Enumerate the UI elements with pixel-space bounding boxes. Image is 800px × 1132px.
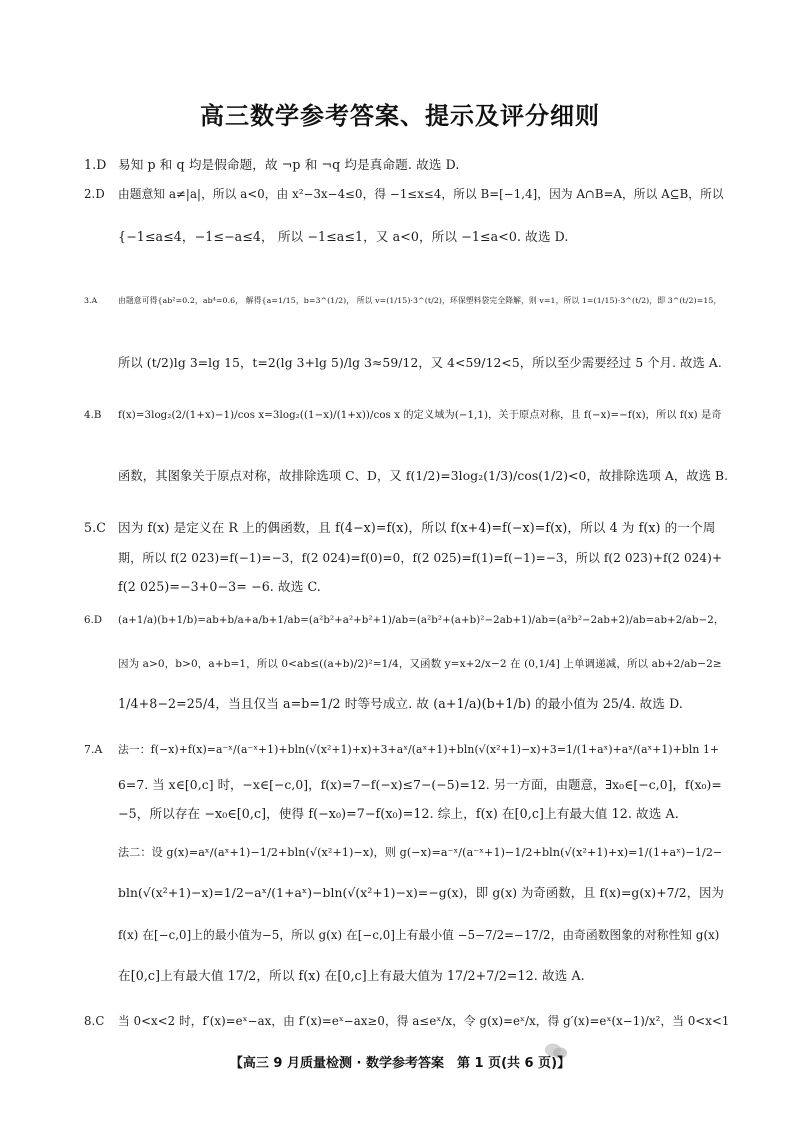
answer-line-q7a [84,741,724,759]
answer-line-q2a [84,185,724,203]
question-number: 7.A [84,743,103,756]
answer-line-q8a [84,1012,730,1030]
answer-line-q5a [84,519,724,537]
answer-line-q3a [84,292,724,310]
answer-text: 法一：f(−x)+f(x)=a⁻ˣ/(a⁻ˣ+1)+bln(√(x²+1)+x)+3+aˣ/(aˣ+1)+bln(√(x²+1)−x)+3=1/(1+aˣ)+aˣ/(aˣ+1)+bln 1+ [118,743,720,756]
question-number: 3.A [84,296,98,305]
answer-line-q1 [84,156,724,174]
answer-text: (a+1/a)(b+1/b)=ab+b/a+a/b+1/ab=(a²b²+a²+b²+1)/ab=(a²b²+(a+b)²−2ab+1)/ab=(a²b²−2ab+2)/ab=ab+2/ab−2， [118,615,725,626]
answer-line-q6b [84,655,724,673]
answer-line-q7f [84,926,724,944]
answer-text: 1/4+8−2=25/4，当且仅当 a=b=1/2 时等号成立. 故 (a+1/a)(b+1/b) 的最小值为 25/4. 故选 D. [118,696,683,711]
answer-line-q4a [84,407,724,425]
answer-text: 易知 p 和 q 均是假命题，故 ¬p 和 ¬q 均是真命题. 故选 D. [118,157,460,172]
answer-text: f(2 025)=−3+0−3= −6. 故选 C. [118,579,321,594]
answer-line-q2b [84,228,724,246]
answer-text: 由题意可得{ab²=0.2，ab⁴=0.6， 解得{a=1/15，b=3^(1/2)， 所以 v=(1/15)·3^(t/2)，环保塑料袋完全降解，则 v=1，所以 1=(1/15)·3^(t/2)，即 3^(t/2)=15， [118,296,722,305]
answer-line-q6c [84,695,724,713]
answer-text: {−1≤a≤4，−1≤−a≤4， 所以 −1≤a≤1，又 a<0，所以 −1≤a<0. 故选 D. [118,229,569,244]
answer-line-q3b [84,354,724,372]
answer-line-q7b [84,776,724,794]
answer-text: 由题意知 a≠|a|，所以 a<0，由 x²−3x−4≤0，得 −1≤x≤4，所以 B=[−1,4]，因为 A∩B=A，所以 A⊆B，所以 [118,187,724,201]
question-number: 8.C [84,1014,105,1028]
answer-text: 6=7. 当 x∈[0,c] 时，−x∈[−c,0]，f(x)=7−f(−x)≤7−(−5)=12. 另一方面，由题意，∃x₀∈[−c,0]，f(x₀)= [118,778,722,792]
answer-line-q5c [84,578,724,596]
answer-text: 函数，其图象关于原点对称，故排除选项 C、D，又 f(1/2)=3log₂(1/3)/cos(1/2)<0，故排除选项 A，故选 B. [118,469,729,483]
answer-line-q7g [84,967,724,985]
page-footer: 【高三 9 月质量检测 · 数学参考答案 第 1 页(共 6 页)】 [229,1056,571,1071]
answer-text: bln(√(x²+1)−x)=1/2−aˣ/(1+aˣ)−bln(√(x²+1)−x)=−g(x)，即 g(x) 为奇函数，且 f(x)=g(x)+7/2，因为 [118,886,724,900]
question-number: 5.C [84,520,106,535]
answer-line-q4b [84,467,729,485]
answer-text: 当 0<x<2 时，f′(x)=eˣ−ax，由 f′(x)=eˣ−ax≥0，得 a≤eˣ/x，令 g(x)=eˣ/x，得 g′(x)=eˣ(x−1)/x²，当 0<x<1 [118,1014,730,1028]
answer-text: 在[0,c]上有最大值 17/2，所以 f(x) 在[0,c]上有最大值为 17/2+7/2=12. 故选 A. [118,968,585,983]
answer-text: f(x) 在[−c,0]上的最小值为−5，所以 g(x) 在[−c,0]上有最小值 −5−7/2=−17/2，由奇函数图象的对称性知 g(x) [118,928,720,942]
page-title: 高三数学参考答案、提示及评分细则 [200,102,600,130]
answer-line-q7d [84,844,724,862]
question-number: 4.B [84,410,102,421]
answer-text: 因为 a>0，b>0，a+b=1，所以 0<ab≤((a+b)/2)²=1/4，又函数 y=x+2/x−2 在 (0,1/4] 上单调递减，所以 ab+2/ab−2≥ [118,658,722,670]
question-number: 6.D [84,615,103,626]
answer-text: f(x)=3log₂(2/(1+x)−1)/cos x=3log₂((1−x)/(1+x))/cos x 的定义域为(−1,1)，关于原点对称，且 f(−x)=−f(x)，所以 f(x) 是奇 [118,410,722,421]
question-number: 2.D [84,187,105,201]
answer-text: 法二：设 g(x)=aˣ/(aˣ+1)−1/2+bln(√(x²+1)−x)，则 g(−x)=a⁻ˣ/(a⁻ˣ+1)−1/2+bln(√(x²+1)+x)=1/(1+aˣ)−1/2− [118,846,723,859]
answer-text: 期，所以 f(2 023)=f(−1)=−3，f(2 024)=f(0)=0，f(2 025)=f(1)=f(−1)=−3，所以 f(2 023)+f(2 024)+ [118,551,723,565]
answer-line-q7e [84,884,724,902]
answer-line-q6a [84,612,724,630]
question-number: 1.D [84,157,107,172]
answer-text: 因为 f(x) 是定义在 R 上的偶函数，且 f(4−x)=f(x)，所以 f(x+4)=f(−x)=f(x)，所以 4 为 f(x) 的一个周 [118,520,716,535]
answer-line-q7c [84,805,724,823]
answer-line-q5b [84,549,724,567]
answer-text: 所以 (t/2)lg 3=lg 15，t=2(lg 3+lg 5)/lg 3≈59/12，又 4<59/12<5，所以至少需要经过 5 个月. 故选 A. [118,356,722,370]
answer-text: −5，所以存在 −x₀∈[0,c]，使得 f(−x₀)=7−f(x₀)=12. 综上，f(x) 在[0,c]上有最大值 12. 故选 A. [118,806,679,821]
